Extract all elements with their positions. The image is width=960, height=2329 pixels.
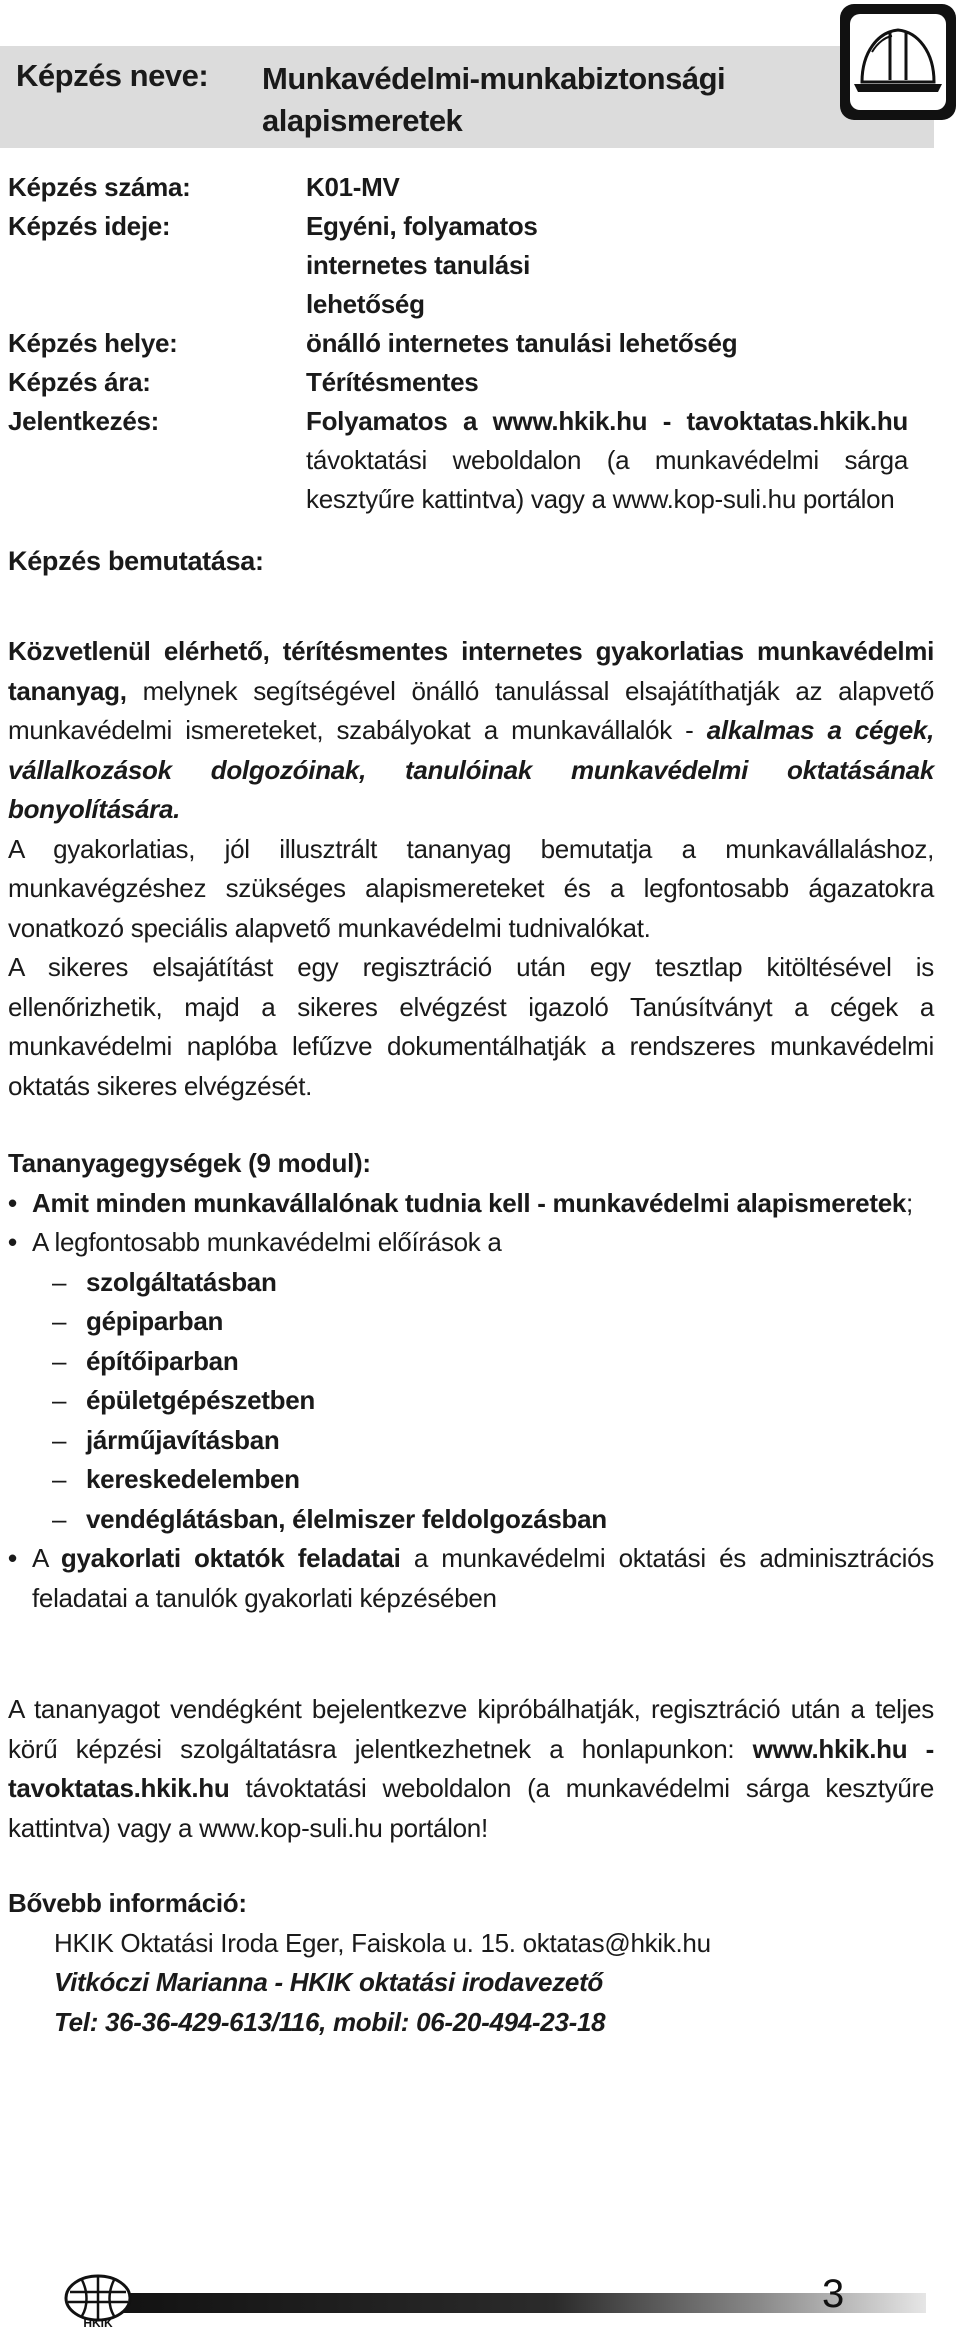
module-bold: Amit minden munkavállalónak tudnia kell - munkavédelmi alapismeretek	[32, 1187, 907, 1218]
course-info	[8, 168, 938, 519]
course-name-value: Munkavédelmi-munkabiztonsági alapismeretek	[262, 61, 726, 138]
bullet-text	[32, 1184, 934, 1224]
hard-hat-icon	[840, 4, 956, 120]
paragraph	[8, 632, 934, 830]
sector-name: építőiparban	[86, 1345, 239, 1376]
sector-item	[8, 1460, 934, 1500]
intro-text: melynek segítségével önálló tanulással elsajátíthatják az alapvető munkavédelmi ismereteket, szabályokat a munkavállalók -	[8, 675, 934, 745]
sector-name: járműjavításban	[86, 1424, 280, 1455]
course-place-label: Képzés helye:	[8, 328, 178, 358]
module-rest: ;	[906, 1187, 913, 1218]
closing-text-rest: távoktatási weboldalon (a munkavédelmi sárga kesztyűre kattintva) vagy a www.kop-suli.hu portálon!	[8, 1773, 934, 1843]
bullet-icon: •	[8, 1227, 17, 1257]
modules-heading: Tananyagegységek (9 modul):	[8, 1148, 371, 1178]
apply-value-bold: Folyamatos a www.hkik.hu - tavoktatas.hkik.hu	[306, 406, 908, 436]
sector-name: vendéglátásban, élelmiszer feldolgozásban	[86, 1503, 607, 1534]
contact-phone: Tel: 36-36-429-613/116, mobil: 06-20-494-23-18	[54, 2006, 606, 2037]
intro-bold-italic: alkalmas a cégek, vállalkozások dolgozóinak, tanulóinak munkavédelmi oktatásának bonyolítására.	[8, 715, 934, 824]
sector-item	[8, 1302, 934, 1342]
sector-name: épületgépészetben	[86, 1385, 315, 1415]
dash-icon: –	[52, 1266, 67, 1297]
module-bold: gyakorlati oktatók feladatai	[60, 1543, 401, 1573]
page-number: 3	[822, 2272, 845, 2316]
sector-item	[8, 1342, 934, 1382]
course-time-label: Képzés ideje:	[8, 211, 171, 241]
sector-item	[8, 1421, 934, 1461]
info-row-number	[8, 168, 938, 207]
bullet-text	[32, 1539, 934, 1618]
info-row-time	[8, 207, 938, 324]
apply-value-rest: távoktatási weboldalon (a munkavédelmi sárga kesztyűre kattintva) vagy a www.kop-suli.hu portálon	[306, 445, 908, 514]
sector-item	[8, 1500, 934, 1540]
bullet-icon: •	[8, 1543, 17, 1573]
sector-item	[8, 1263, 934, 1303]
closing-link-text: www.hkik.hu - tavoktatas.hkik.hu	[8, 1733, 934, 1803]
dash-icon: –	[52, 1424, 67, 1455]
contact-heading: Bővebb információ:	[8, 1888, 247, 1918]
paragraph: A gyakorlatias, jól illusztrált tananyag bemutatja a munkavállaláshoz, munkavégzéshez szükséges alapismereteket és a legfontosabb ágazatokra vonatkozó speciális alapvető munkavédelmi tudnivalókat.	[8, 833, 934, 943]
bullet-icon: •	[8, 1187, 17, 1218]
course-name-label: Képzés neve:	[16, 58, 209, 93]
course-time-value: Egyéni, folyamatos internetes tanulási lehetőség	[306, 211, 538, 319]
course-number-value: K01-MV	[306, 172, 400, 202]
module-pre: A	[32, 1543, 61, 1573]
intro-bold: Közvetlenül elérhető, térítésmentes internetes gyakorlatias munkavédelmi tananyag,	[8, 636, 934, 706]
dash-icon: –	[52, 1345, 67, 1376]
closing-paragraph	[8, 1690, 934, 1848]
contact-person: Vitkóczi Marianna - HKIK oktatási irodavezető	[54, 1967, 604, 1997]
dash-icon: –	[52, 1503, 67, 1534]
list-item	[8, 1539, 934, 1618]
sector-name: szolgáltatásban	[86, 1266, 277, 1297]
list-item	[8, 1184, 934, 1224]
dash-icon: –	[52, 1385, 67, 1415]
info-row-place	[8, 324, 938, 363]
list-item	[8, 1223, 934, 1263]
apply-value	[306, 402, 938, 519]
hkik-logo	[58, 2272, 138, 2328]
presentation-text	[8, 632, 934, 1106]
logo-text: HKIK	[83, 2316, 113, 2328]
closing-text: A tananyagot vendégként bejelentkezve kipróbálhatják, regisztráció után a teljes körű képzési szolgáltatásra jelentkezhetnek a honlapunkon:	[8, 1694, 934, 1764]
course-number-label: Képzés száma:	[8, 172, 191, 202]
info-row-price	[8, 363, 938, 402]
apply-label: Jelentkezés:	[8, 406, 160, 436]
dash-icon: –	[52, 1306, 67, 1336]
course-place-value: önálló internetes tanulási lehetőség	[306, 328, 738, 358]
sector-name: gépiparban	[86, 1306, 224, 1336]
modules-section	[8, 1144, 934, 1618]
module-rest: a munkavédelmi oktatási és adminisztrációs feladatai a tanulók gyakorlati képzésében	[32, 1543, 934, 1613]
bullet-text: A legfontosabb munkavédelmi előírások a	[32, 1227, 502, 1257]
presentation-heading: Képzés bemutatása:	[8, 546, 264, 576]
paragraph: A sikeres elsajátítást egy regisztráció után egy tesztlap kitöltésével is ellenőrizhetik, majd a sikeres elvégzést igazoló Tanúsítványt a cégek a munkavédelmi naplóba lefűzve dokumentálhatják a rendszeres munkavédelmi oktatás sikeres elvégzését.	[8, 952, 934, 1101]
course-price-value: Térítésmentes	[306, 367, 479, 397]
sector-item	[8, 1381, 934, 1421]
info-row-apply	[8, 402, 938, 519]
sector-name: kereskedelemben	[86, 1464, 300, 1494]
contact-section	[8, 1884, 934, 2042]
footer-bar	[100, 2293, 926, 2313]
contact-office: HKIK Oktatási Iroda Eger, Faiskola u. 15. oktatas@hkik.hu	[54, 1927, 711, 1958]
course-price-label: Képzés ára:	[8, 367, 151, 397]
dash-icon: –	[52, 1464, 67, 1494]
